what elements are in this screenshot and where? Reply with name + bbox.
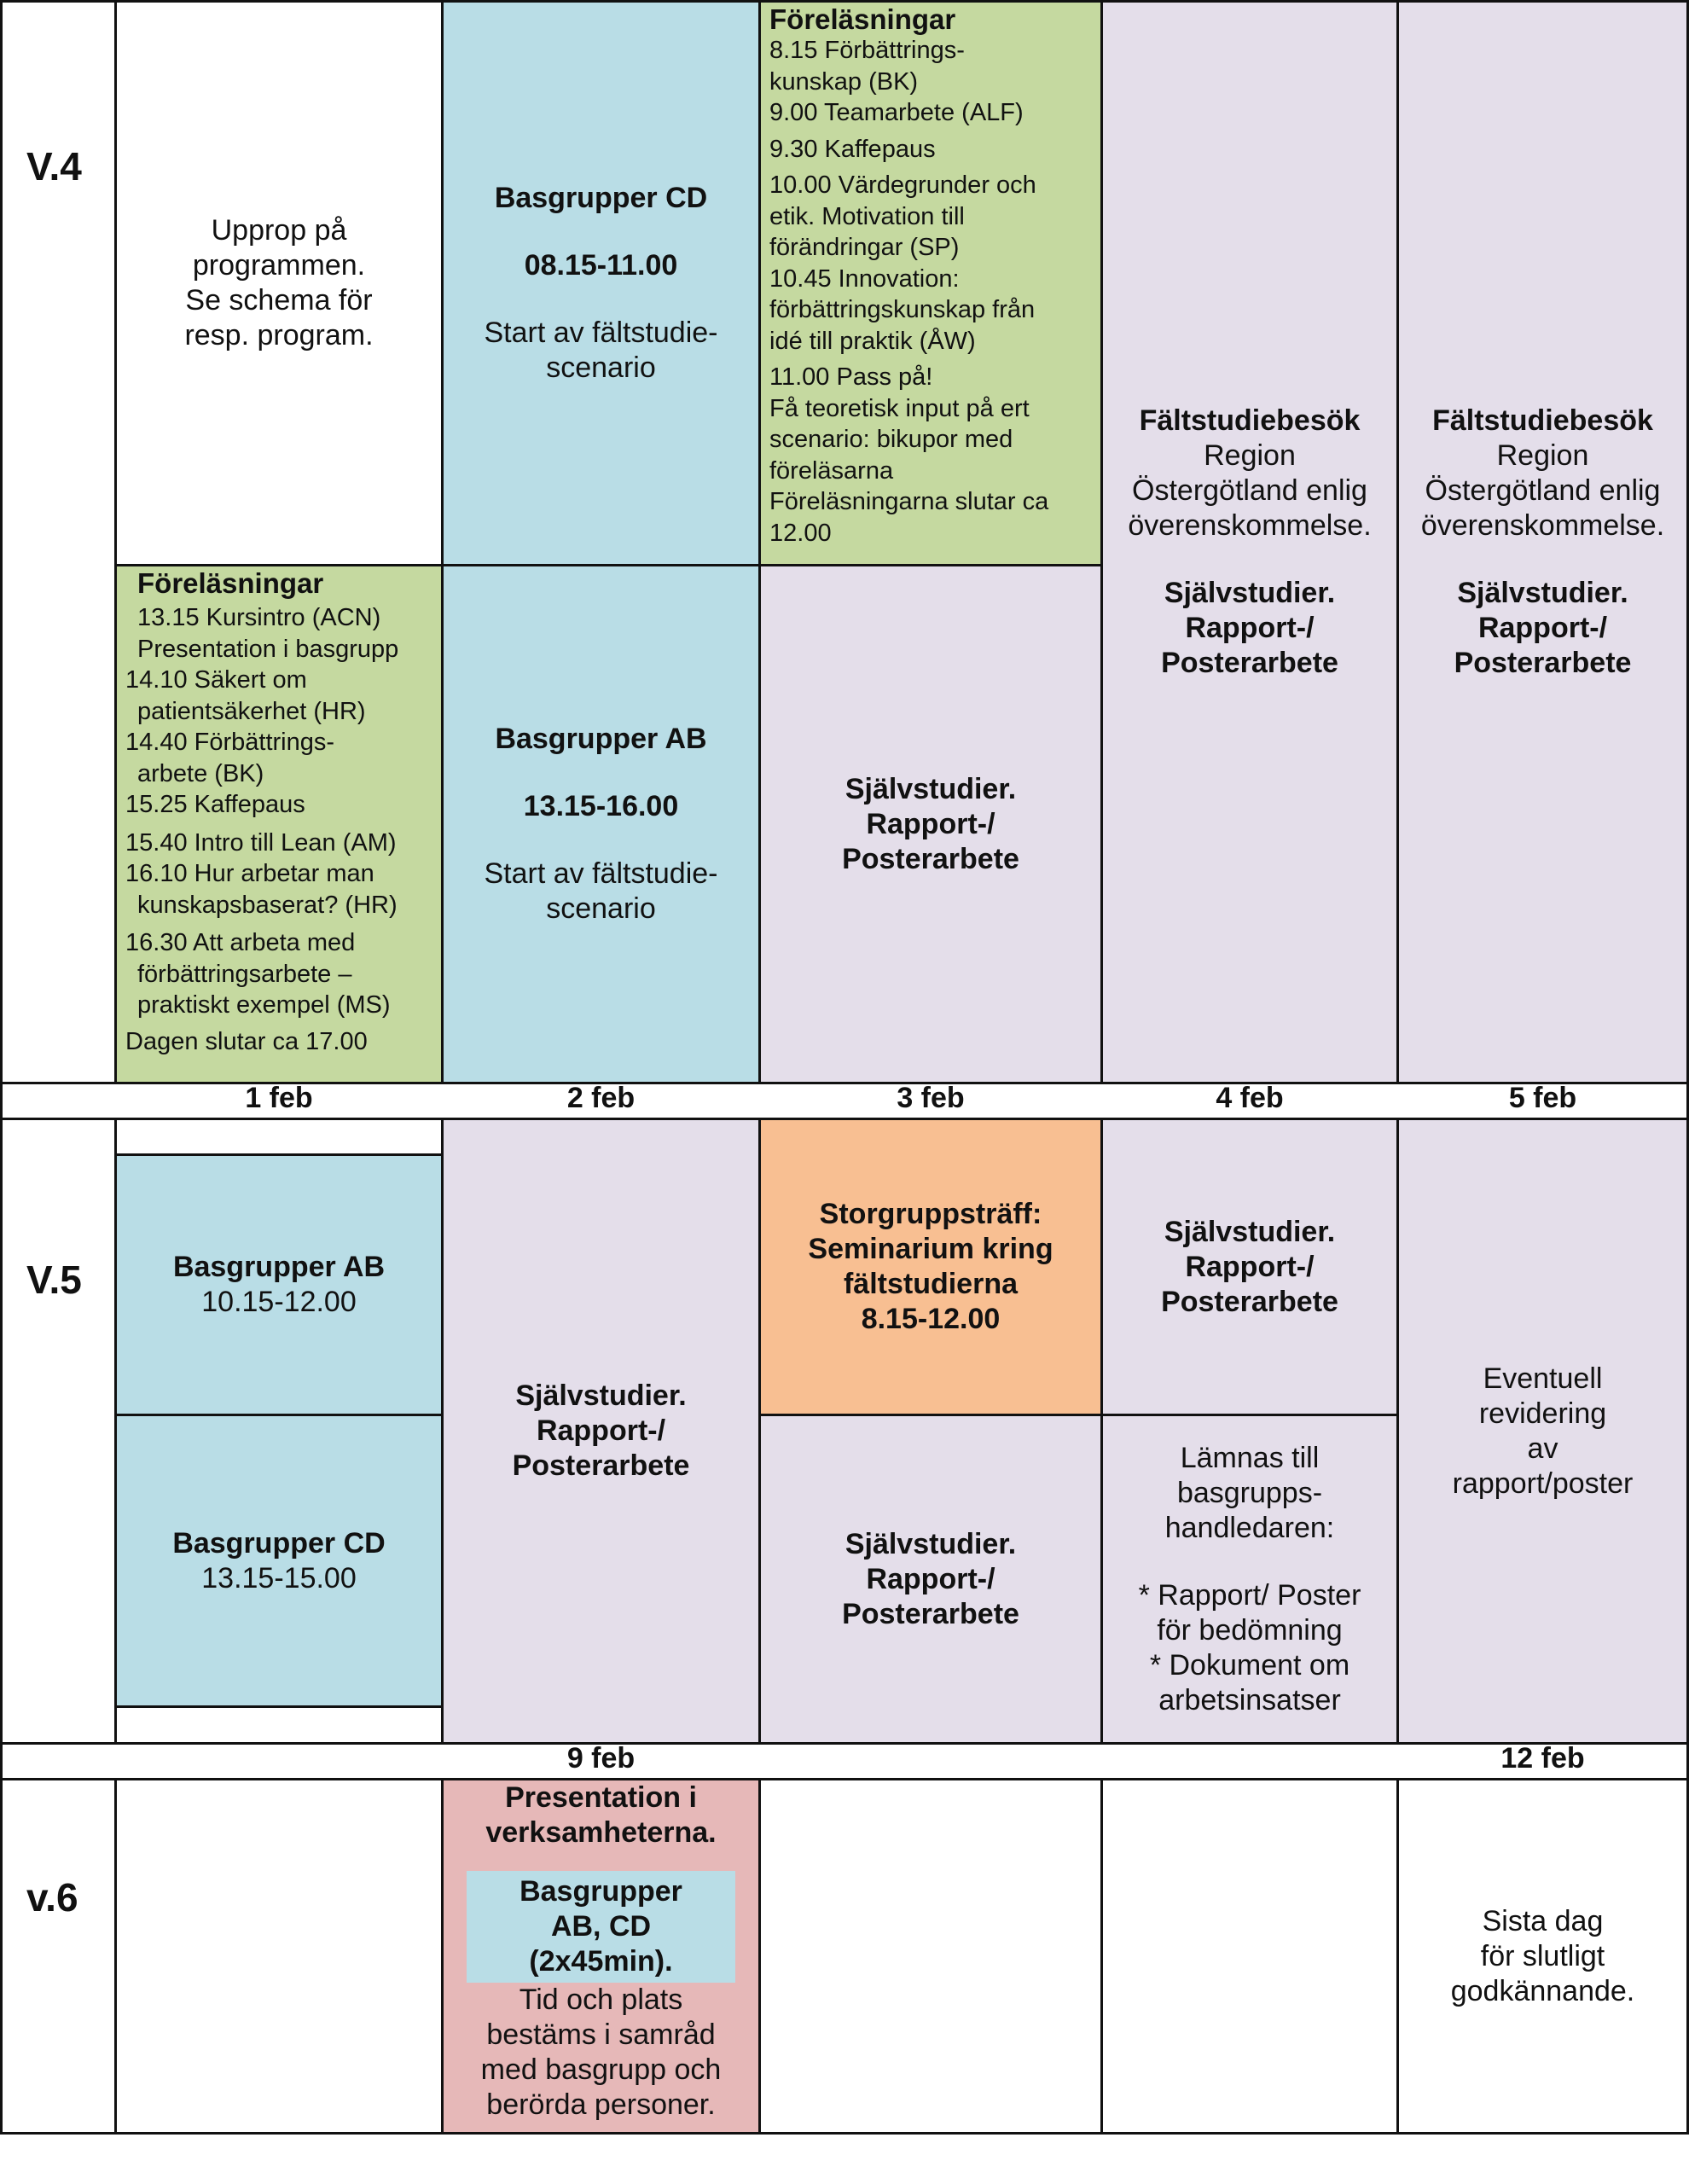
text-line: Rapport-/	[1185, 612, 1315, 644]
text-line: Självstudier.	[1457, 577, 1628, 609]
session-note: Start av fältstudie-	[484, 857, 718, 890]
text-line: Rapport-/	[1185, 1250, 1315, 1283]
lecture-line: 13.15 Kursintro (ACN)	[137, 604, 381, 631]
v4-fri-field-study	[1396, 0, 1689, 1084]
lecture-line: idé till praktik (ÅW)	[769, 327, 976, 355]
lecture-line: föreläsarna	[769, 456, 894, 485]
session-time: 13.15-16.00	[523, 790, 679, 822]
text-line: revidering	[1478, 1397, 1607, 1430]
v4-thu-field-study	[1100, 0, 1399, 1084]
lecture-line: 10.45 Innovation:	[769, 264, 960, 293]
v4-wed-pm-self-study	[758, 564, 1103, 1084]
v5-thu-pm-submission	[1100, 1414, 1399, 1745]
v5-wed-am-seminar	[758, 1118, 1103, 1416]
v5-tue-self-study	[441, 1118, 761, 1745]
v6-wed-empty	[758, 1778, 1103, 2135]
text-line: Upprop på	[211, 214, 347, 247]
lecture-line: 15.40 Intro till Lean (AM)	[125, 828, 397, 857]
week-label-cell-v4	[0, 0, 117, 1084]
week-label: V.4	[26, 144, 82, 189]
text-line: Rapport-/	[866, 1562, 995, 1595]
week-label-cell-v5	[0, 1118, 117, 1745]
text-line: Rapport-/	[866, 807, 995, 840]
lecture-line: 9.30 Kaffepaus	[769, 135, 936, 163]
session-title: Basgrupper CD	[172, 1526, 386, 1560]
lecture-line: praktiskt exempel (MS)	[137, 991, 391, 1019]
text-line: Självstudier.	[844, 772, 1017, 805]
text-line: fältstudierna	[843, 1268, 1019, 1300]
v6-mon-empty	[114, 1778, 444, 2135]
text-line: godkännande.	[1450, 1974, 1635, 2007]
v4-wed-am-lectures	[758, 0, 1103, 566]
session-time: 10.15-12.00	[201, 1286, 357, 1318]
lecture-line: kunskapsbaserat? (HR)	[137, 891, 398, 919]
text-line: Rapport-/	[1477, 612, 1608, 644]
text-line: Seminarium kring	[808, 1233, 1053, 1265]
lecture-line: 14.10 Säkert om	[125, 666, 307, 694]
text-line: * Dokument om	[1149, 1648, 1350, 1682]
text-line: Tid och plats	[519, 1984, 683, 2016]
lecture-line: Föreläsningarna slutar ca	[769, 488, 1049, 515]
text-line: med basgrupp och	[480, 2053, 722, 2086]
v4-tue-pm-basgrupper-ab	[441, 564, 761, 1084]
text-line: 8.15-12.00	[861, 1303, 1001, 1335]
text-line: Region	[1204, 439, 1296, 472]
lecture-line: Få teoretisk input på ert	[769, 394, 1030, 422]
text-line: Självstudier.	[1164, 577, 1336, 609]
text-line: Eventuell	[1483, 1362, 1603, 1395]
text-line: av	[1527, 1432, 1558, 1465]
text-line: Östergötland enlig	[1132, 474, 1367, 507]
lecture-line: Dagen slutar ca 17.00	[125, 1027, 368, 1055]
text-line: Östergötland enlig	[1425, 474, 1661, 507]
v5-mon-pm-basgrupper-cd	[114, 1414, 444, 1708]
date-label: 1 feb	[245, 1082, 313, 1114]
v5-thu-am-self-study	[1100, 1118, 1399, 1416]
v5-mon-blank-top	[114, 1118, 444, 1156]
text-line: Posterarbete	[1161, 1285, 1338, 1318]
lecture-line: 8.15 Förbättrings-	[769, 37, 965, 64]
date-label: 12 feb	[1500, 1742, 1585, 1774]
text-line: Posterarbete	[842, 1597, 1019, 1630]
session-note: Start av fältstudie-	[484, 317, 718, 349]
lecture-line: förbättringskunskap från	[769, 296, 1036, 323]
lectures-heading: Föreläsningar	[137, 567, 324, 599]
week-label-cell-v6	[0, 1778, 117, 2135]
lecture-line: 16.10 Hur arbetar man	[125, 860, 374, 887]
text-line: Självstudier.	[515, 1380, 687, 1412]
text-line: Region	[1496, 439, 1589, 472]
lecture-line: 14.40 Förbättrings-	[125, 729, 335, 756]
lecture-line: 9.00 Teamarbete (ALF)	[769, 99, 1024, 126]
lecture-line: förändringar (SP)	[769, 234, 960, 261]
text-line: överenskommelse.	[1420, 509, 1665, 542]
text-line: programmen.	[192, 249, 366, 282]
lecture-line: 11.00 Pass på!	[769, 363, 933, 391]
text-line: Presentation i	[505, 1781, 697, 1814]
field-study-title: Fältstudiebesök	[1432, 404, 1653, 437]
text-line: Storgruppsträff:	[819, 1198, 1042, 1230]
lecture-line: scenario: bikupor med	[769, 426, 1013, 453]
session-time: 08.15-11.00	[524, 249, 678, 282]
lecture-line: kunskap (BK)	[769, 67, 919, 96]
lecture-line: etik. Motivation till	[769, 202, 965, 230]
text-line: för bedömning	[1157, 1613, 1343, 1647]
v6-thu-empty	[1100, 1778, 1399, 2135]
text-line: för slutligt	[1480, 1939, 1605, 1972]
lectures-heading: Föreläsningar	[769, 3, 956, 35]
session-note: scenario	[546, 892, 656, 925]
date-label: 5 feb	[1508, 1082, 1577, 1114]
text-line: * Rapport/ Poster	[1138, 1578, 1361, 1612]
lecture-line: 15.25 Kaffepaus	[125, 791, 305, 818]
text-line: arbetsinsatser	[1158, 1683, 1341, 1716]
date-label: 4 feb	[1216, 1082, 1284, 1114]
v5-mon-am-basgrupper-ab	[114, 1153, 444, 1416]
session-time: 13.15-15.00	[201, 1561, 357, 1594]
text-line: verksamheterna.	[485, 1816, 717, 1849]
session-note: scenario	[546, 351, 656, 384]
text-line: Posterarbete	[1161, 647, 1338, 679]
date-label: 3 feb	[897, 1082, 965, 1114]
v4-mon-am-roll-call	[114, 0, 444, 566]
v4-mon-pm-lectures	[114, 564, 444, 1084]
v4-tue-am-basgrupper-cd	[441, 0, 761, 566]
week-label: V.5	[26, 1258, 82, 1302]
text-line: (2x45min).	[529, 1945, 673, 1978]
lecture-line: förbättringsarbete –	[137, 960, 352, 988]
text-line: AB, CD	[550, 1910, 652, 1943]
text-line: överenskommelse.	[1128, 509, 1372, 542]
lecture-line: 12.00	[769, 519, 832, 547]
field-study-title: Fältstudiebesök	[1139, 404, 1361, 437]
session-title: Basgrupper AB	[495, 723, 707, 755]
text-line: Se schema för	[185, 284, 373, 317]
v6-tue-presentation	[441, 1778, 761, 2135]
session-title: Basgrupper AB	[172, 1251, 386, 1283]
text-line: bestäms i samråd	[486, 2018, 716, 2051]
text-line: Självstudier.	[1164, 1215, 1336, 1248]
text-line: berörda personer.	[486, 2088, 716, 2121]
text-line: basgrupps-	[1176, 1476, 1323, 1509]
v6-fri-final-approval	[1396, 1778, 1689, 2135]
basgrupper-box	[467, 1871, 735, 1983]
text-line: Basgrupper	[519, 1875, 682, 1908]
lecture-line: arbete (BK)	[137, 759, 264, 787]
v5-fri-revision	[1396, 1118, 1689, 1745]
text-line: Posterarbete	[512, 1449, 690, 1482]
week-label: v.6	[26, 1875, 78, 1920]
text-line: Posterarbete	[1454, 647, 1632, 679]
lecture-line: 16.30 Att arbeta med	[125, 929, 356, 956]
text-line: Rapport-/	[536, 1414, 666, 1447]
session-title: Basgrupper CD	[494, 182, 708, 214]
text-line: rapport/poster	[1452, 1467, 1634, 1500]
v5-mon-blank-bottom	[114, 1705, 444, 1745]
text-line: Lämnas till	[1180, 1441, 1320, 1474]
text-line: Sista dag	[1482, 1904, 1604, 1937]
text-line: Posterarbete	[842, 842, 1019, 875]
lecture-line: patientsäkerhet (HR)	[137, 697, 366, 725]
text-line: resp. program.	[184, 319, 374, 351]
date-label: 2 feb	[566, 1082, 636, 1114]
lecture-line: Presentation i basgrupp	[137, 635, 399, 663]
date-label: 9 feb	[566, 1742, 636, 1774]
text-line: Självstudier.	[844, 1527, 1017, 1560]
text-line: handledaren:	[1164, 1511, 1335, 1544]
v5-wed-pm-self-study	[758, 1414, 1103, 1745]
lecture-line: 10.00 Värdegrunder och	[769, 171, 1036, 199]
